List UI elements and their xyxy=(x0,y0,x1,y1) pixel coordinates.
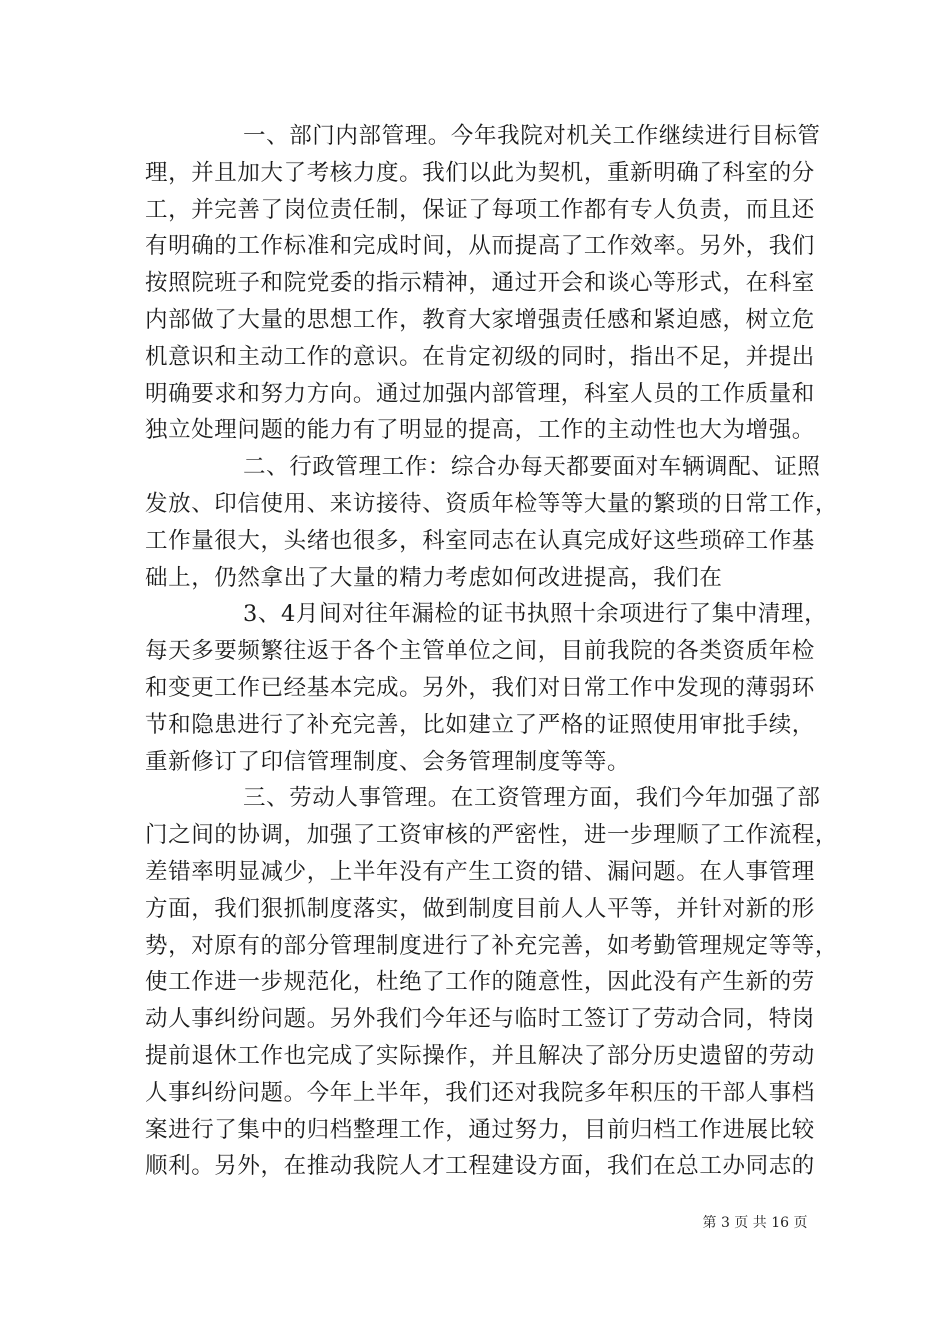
text-line: 一、部门内部管理。今年我院对机关工作继续进行目标管 xyxy=(243,123,821,149)
paragraph-personnel xyxy=(145,780,839,1185)
text-line: 3、4月间对往年漏检的证书执照十余项进行了集中清理， xyxy=(243,601,828,628)
text-line: 工作量很大，头绪也很多，科室同志在认真完成好这些琐碎工作基 xyxy=(145,527,815,554)
text-line: 有明确的工作标准和完成时间，从而提高了工作效率。另外，我们 xyxy=(145,233,815,260)
page-footer xyxy=(0,1212,950,1232)
text-line: 方面，我们狠抓制度落实，做到制度目前人人平等，并针对新的形 xyxy=(145,895,815,922)
text-line: 提前退休工作也完成了实际操作，并且解决了部分历史遗留的劳动 xyxy=(145,1042,815,1069)
text-line: 使工作进一步规范化，杜绝了工作的随意性，因此没有产生新的劳 xyxy=(145,969,815,996)
text-line: 三、劳动人事管理。在工资管理方面，我们今年加强了部 xyxy=(243,785,821,812)
text-line: 案进行了集中的归档整理工作，通过努力，目前归档工作进展比较 xyxy=(145,1116,815,1143)
page-number: 第 3 页 共 16 页 xyxy=(702,1215,808,1231)
text-line: 顺利。另外，在推动我院人才工程建设方面，我们在总工办同志的 xyxy=(145,1153,815,1180)
text-line: 二、行政管理工作：综合办每天都要面对车辆调配、证照 xyxy=(243,454,821,481)
text-line: 人事纠纷问题。今年上半年，我们还对我院多年积压的干部人事档 xyxy=(145,1079,815,1106)
paragraph-certificates xyxy=(145,596,828,780)
text-line: 重新修订了印信管理制度、会务管理制度等等。 xyxy=(145,748,631,775)
text-line: 和变更工作已经基本完成。另外，我们对日常工作中发现的薄弱环 xyxy=(145,674,815,701)
text-line: 按照院班子和院党委的指示精神，通过开会和谈心等形式，在科室 xyxy=(145,270,815,297)
text-line: 础上，仍然拿出了大量的精力考虑如何改进提高，我们在 xyxy=(145,564,723,591)
text-line: 工，并完善了岗位责任制，保证了每项工作都有专人负责，而且还 xyxy=(145,196,815,223)
text-line: 每天多要频繁往返于各个主管单位之间，目前我院的各类资质年检 xyxy=(145,638,815,665)
text-line: 动人事纠纷问题。另外我们今年还与临时工签订了劳动合同，特岗 xyxy=(145,1006,815,1033)
text-line: 理，并且加大了考核力度。我们以此为契机，重新明确了科室的分 xyxy=(145,159,815,186)
text-line: 内部做了大量的思想工作，教育大家增强责任感和紧迫感，树立危 xyxy=(145,306,815,333)
text-line: 明确要求和努力方向。通过加强内部管理，科室人员的工作质量和 xyxy=(145,380,815,407)
text-line: 独立处理问题的能力有了明显的提高，工作的主动性也大为增强。 xyxy=(145,417,815,444)
text-line: 差错率明显减少，上半年没有产生工资的错、漏问题。在人事管理 xyxy=(145,858,815,885)
text-line: 节和隐患进行了补充完善，比如建立了严格的证照使用审批手续， xyxy=(145,711,815,738)
text-line: 门之间的协调，加强了工资审核的严密性，进一步理顺了工作流程， xyxy=(145,822,839,849)
paragraph-administration xyxy=(145,449,839,596)
text-line: 势，对原有的部分管理制度进行了补充完善，如考勤管理规定等等， xyxy=(145,932,839,959)
text-line: 发放、印信使用、来访接待、资质年检等等大量的繁琐的日常工作， xyxy=(145,490,839,517)
text-line: 机意识和主动工作的意识。在肯定初级的同时，指出不足，并提出 xyxy=(145,343,815,370)
document-body xyxy=(145,118,839,1185)
paragraph-department-management xyxy=(145,118,825,449)
